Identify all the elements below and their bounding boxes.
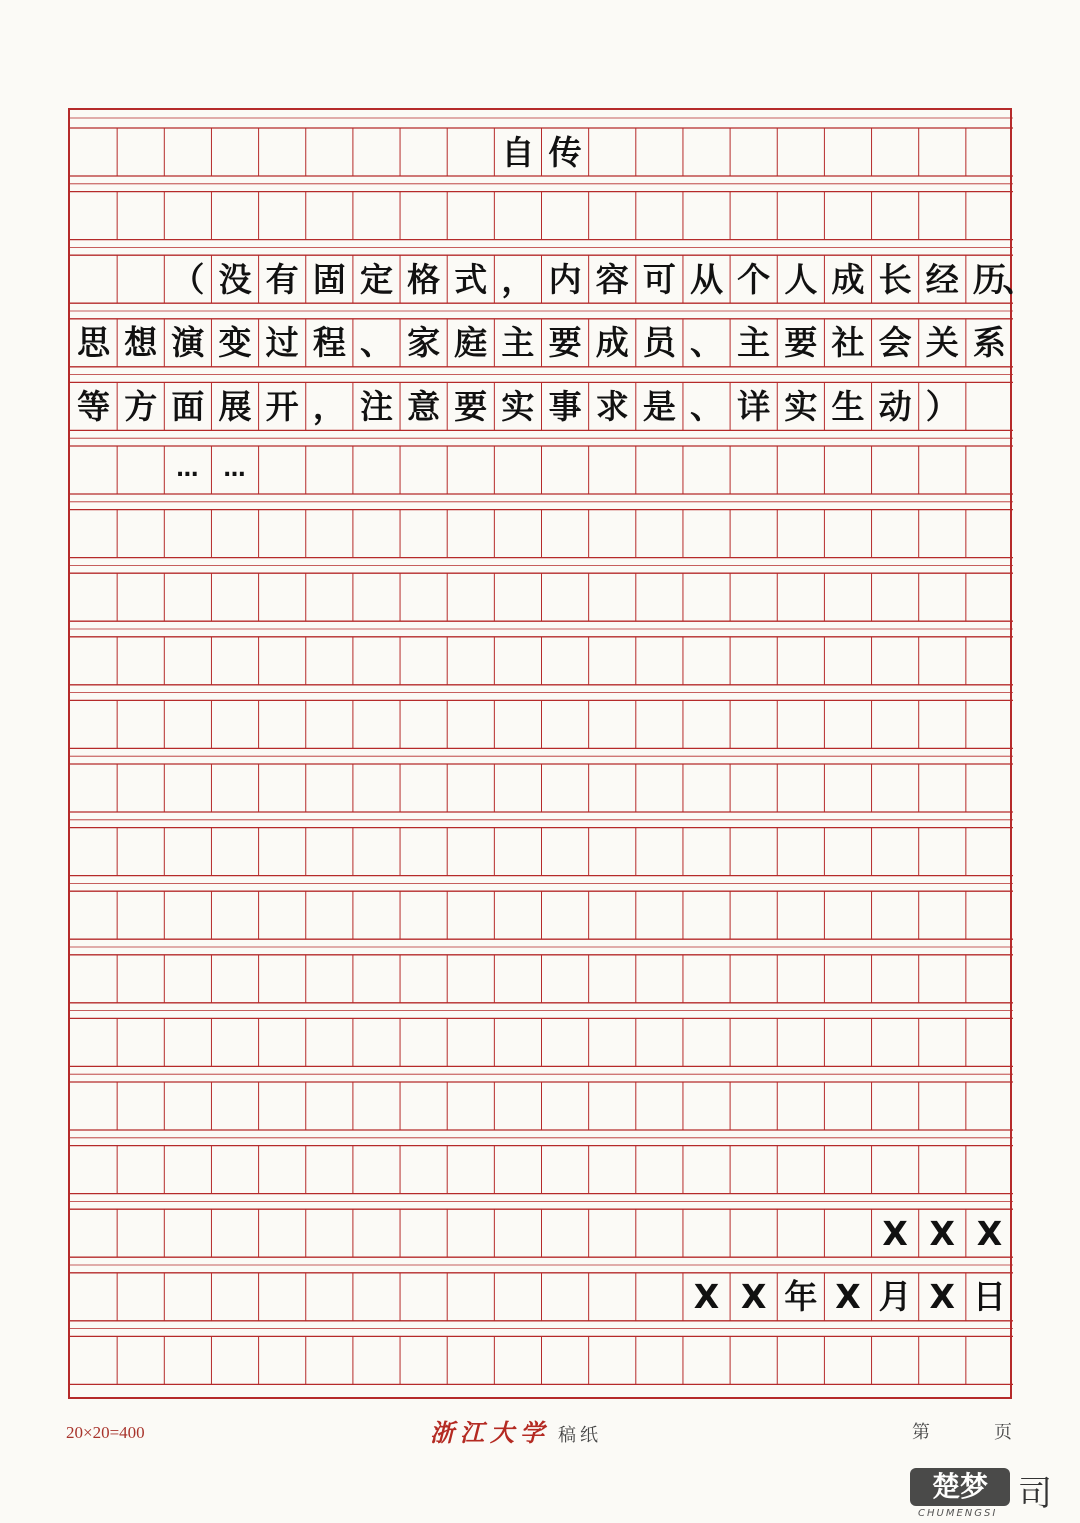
grid-char: 月 <box>878 1277 912 1317</box>
grid-char: … <box>223 457 247 482</box>
grid-char: 注 <box>359 386 393 426</box>
grid-char: 传 <box>548 132 582 172</box>
grid-char: 面 <box>171 386 205 426</box>
grid-char: 自 <box>501 132 535 172</box>
watermark <box>910 1468 1060 1518</box>
grid-char: X <box>740 1277 767 1317</box>
grid-char: 有 <box>265 259 299 299</box>
grid-char: X <box>835 1277 861 1317</box>
grid-char: 主 <box>737 323 771 363</box>
grid-char: 程 <box>312 323 346 363</box>
grid-char: ， <box>501 259 535 299</box>
grid-char: 成 <box>831 259 865 299</box>
grid-char: 演 <box>171 323 205 363</box>
watermark-logo: 楚梦 <box>910 1468 1010 1506</box>
grid-char: X <box>929 1213 955 1253</box>
page-number-label <box>912 1420 1012 1446</box>
grid-char: 实 <box>784 386 818 426</box>
university-name: 浙江大学 <box>430 1418 550 1447</box>
grid-char: X <box>929 1277 955 1317</box>
grid-char: X <box>882 1213 908 1253</box>
grid-char: 生 <box>831 386 865 426</box>
grid-char: 日 <box>972 1277 1006 1317</box>
grid-char: 历 <box>972 259 1006 299</box>
grid-char: ） <box>925 386 959 426</box>
grid-char: 主 <box>501 323 535 363</box>
grid-char: 是 <box>642 386 676 426</box>
grid-char: 可 <box>642 259 676 299</box>
grid-char: 想 <box>124 323 158 363</box>
grid-char: 固 <box>312 259 346 299</box>
grid-char: 要 <box>454 386 488 426</box>
grid-char: 式 <box>454 259 488 299</box>
grid-char: 、 <box>1002 259 1036 299</box>
grid-char: 系 <box>972 323 1006 363</box>
grid-char: 实 <box>501 386 535 426</box>
grid-char: 员 <box>642 323 676 363</box>
grid-char: 、 <box>359 323 393 363</box>
grid-char: 没 <box>218 259 252 299</box>
watermark-glyph: 司 <box>1018 1474 1052 1514</box>
page-label-last: 页 <box>994 1422 1012 1443</box>
grid-char: 求 <box>595 386 629 426</box>
grid-char: 展 <box>218 386 252 426</box>
grid-char: 内 <box>548 259 582 299</box>
grid-char: X <box>976 1213 1003 1253</box>
grid-char: 动 <box>878 386 912 426</box>
grid-char: 要 <box>548 323 582 363</box>
grid-char: 个 <box>737 259 771 299</box>
grid-char: 详 <box>737 386 771 426</box>
grid-char: （ <box>171 259 205 299</box>
grid-char: 思 <box>77 323 111 363</box>
paper-brand <box>430 1420 602 1446</box>
grid-char: 社 <box>831 323 865 363</box>
paper-label: 稿纸 <box>558 1425 602 1446</box>
grid-char: 、 <box>690 386 723 426</box>
grid-char: 成 <box>595 323 629 363</box>
grid-char: 、 <box>690 323 723 363</box>
grid-char: 变 <box>218 323 252 363</box>
grid-char: ， <box>312 386 346 426</box>
grid-char: X <box>693 1277 720 1317</box>
grid-count-label: 20×20=400 <box>66 1423 145 1442</box>
grid-char: 年 <box>784 1277 818 1317</box>
grid-char: 事 <box>548 386 582 426</box>
grid-char: 长 <box>878 259 912 299</box>
grid-char: 人 <box>784 259 818 299</box>
grid-char: 过 <box>265 323 299 363</box>
page-label-first: 第 <box>912 1422 930 1443</box>
grid-char: 等 <box>77 386 111 426</box>
watermark-text: CHUMENGSI <box>918 1508 998 1519</box>
grid-char: 会 <box>878 323 912 363</box>
grid-char: 经 <box>925 259 959 299</box>
grid-char: 方 <box>124 386 158 426</box>
grid-char: 格 <box>407 259 441 299</box>
grid-char: 开 <box>265 386 299 426</box>
grid-char: 从 <box>690 259 723 299</box>
grid-char: 家 <box>407 323 441 363</box>
grid-char: 容 <box>595 259 629 299</box>
grid-char: … <box>176 457 200 482</box>
grid-char: 关 <box>925 323 959 363</box>
grid-char: 定 <box>359 259 393 299</box>
grid-char: 要 <box>784 323 818 363</box>
grid-char: 庭 <box>454 323 488 363</box>
grid-char: 意 <box>407 386 441 426</box>
